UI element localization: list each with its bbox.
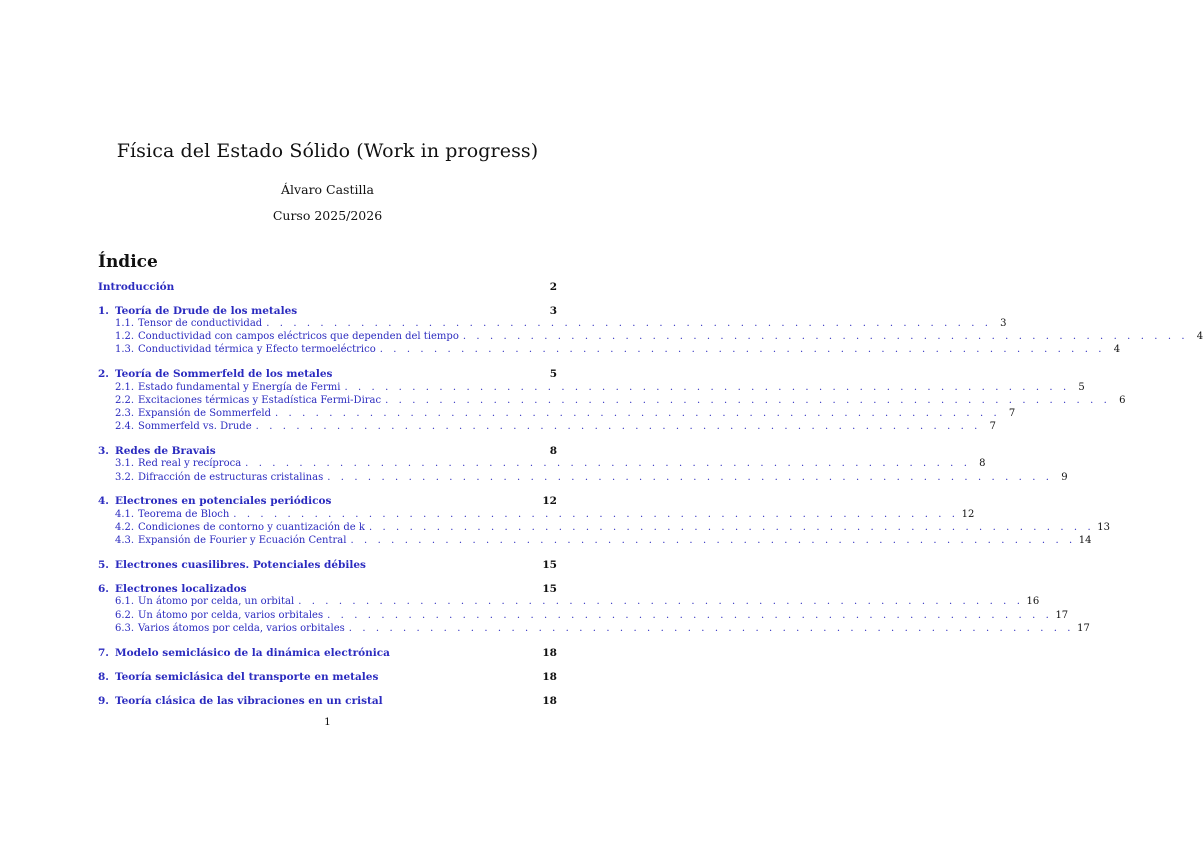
toc-subsection-link[interactable] <box>98 458 986 470</box>
toc-entry-label: Sommerfeld vs. Drude <box>138 421 252 433</box>
toc-entry-page: 2 <box>549 281 557 293</box>
toc-dot-leader: . . . . . . . . . . . . . . . . . . . . . . . . . . . . . . . . . . . . . . . . . . . . . . . . . . . . . . <box>385 394 1111 406</box>
toc-entry-page: 7 <box>989 421 996 433</box>
toc-entry-label: Varios átomos por celda, varios orbitales <box>138 622 345 634</box>
toc-section-link[interactable] <box>98 695 557 707</box>
toc-entry-label: Estado fundamental y Energía de Fermi <box>138 381 341 393</box>
toc-entry-label: Electrones cuasilibres. Potenciales débiles <box>115 558 366 571</box>
toc-entry-number: 2.4. <box>115 421 135 433</box>
document-title: Física del Estado Sólido (Work in progress) <box>116 140 539 162</box>
toc-entry-page: 3 <box>1000 318 1007 329</box>
toc-entry-number: 4.1. <box>115 508 135 520</box>
toc-entry-label: Modelo semiclásico de la dinámica electrónica <box>115 646 390 659</box>
toc-entry-page: 12 <box>961 508 975 520</box>
toc-entry-label: Conductividad con campos eléctricos que dependen del tiempo <box>138 331 459 343</box>
toc-section-link[interactable] <box>98 305 557 317</box>
toc-entry-page: 17 <box>1055 609 1069 621</box>
toc-entry-page: 8 <box>979 458 986 470</box>
toc-entry-number: 6.2. <box>115 609 135 621</box>
toc-section-link[interactable] <box>98 445 557 457</box>
toc-entry-label: Tensor de conductividad <box>138 318 263 329</box>
toc-dot-leader: . . . . . . . . . . . . . . . . . . . . . . . . . . . . . . . . . . . . . . . . . . . . . . . . . . . . . . <box>348 622 1075 634</box>
toc-dot-leader: . . . . . . . . . . . . . . . . . . . . . . . . . . . . . . . . . . . . . . . . . . . . . . . . . . . . . . <box>298 596 1024 608</box>
toc-entry-label: Teoría clásica de las vibraciones en un cristal <box>115 694 383 707</box>
toc-subsection-link[interactable] <box>98 535 1092 547</box>
toc-subsection-link[interactable] <box>98 522 1110 533</box>
toc-entry-page: 18 <box>542 694 557 707</box>
toc-entry-number: 1.1. <box>115 318 135 329</box>
toc-entry-number: 2.1. <box>115 381 135 393</box>
toc-entry-number: 6.1. <box>115 596 135 608</box>
toc-dot-leader: . . . . . . . . . . . . . . . . . . . . . . . . . . . . . . . . . . . . . . . . . . . . . . . . . . . . . . <box>274 408 1001 419</box>
toc-entry-page: 6 <box>1119 394 1126 406</box>
toc-entry-page: 5 <box>1078 381 1085 393</box>
toc-entry-number: 1. <box>98 304 109 317</box>
toc-entry-number: 9. <box>98 694 109 707</box>
toc-entry-page: 7 <box>1008 408 1016 419</box>
toc-entry-page: 4 <box>1196 331 1203 343</box>
toc-entry-label: Electrones en potenciales periódicos <box>115 495 332 508</box>
toc-entry-label: Excitaciones térmicas y Estadística Fermi-Dirac <box>138 394 382 406</box>
toc-entry-page: 15 <box>542 558 557 571</box>
toc-entry-label: Expansión de Sommerfeld <box>138 408 271 419</box>
document-course: Curso 2025/2026 <box>272 208 383 223</box>
toc-subsection-link[interactable] <box>98 508 975 520</box>
toc-entry-label: Teoría de Sommerfeld de los metales <box>115 368 333 381</box>
toc-entry-number: 5. <box>98 558 109 571</box>
toc-dot-leader: . . . . . . . . . . . . . . . . . . . . . . . . . . . . . . . . . . . . . . . . . . . . . . . . . . . . . . <box>245 458 971 470</box>
toc-entry-label: Redes de Bravais <box>115 444 216 457</box>
toc-subsection-link[interactable] <box>98 331 1203 343</box>
toc-dot-leader: . . . . . . . . . . . . . . . . . . . . . . . . . . . . . . . . . . . . . . . . . . . . . . . . . . . . . . <box>327 471 1053 483</box>
toc-entry-number: 3.1. <box>115 458 135 470</box>
toc-entry-number: 7. <box>98 646 109 659</box>
toc-entry-label: Teorema de Bloch <box>138 508 230 520</box>
toc-entry-number: 2. <box>98 368 109 381</box>
toc-entry-page: 15 <box>542 582 557 595</box>
toc-dot-leader: . . . . . . . . . . . . . . . . . . . . . . . . . . . . . . . . . . . . . . . . . . . . . . . . . . . . . . <box>266 318 992 329</box>
toc-entry-page: 13 <box>1097 522 1110 533</box>
toc-subsection-link[interactable] <box>98 596 1040 608</box>
toc-heading: Índice <box>98 252 158 272</box>
toc-entry-number: 8. <box>98 670 109 683</box>
toc-dot-leader: . . . . . . . . . . . . . . . . . . . . . . . . . . . . . . . . . . . . . . . . . . . . . . . . . . . . . . <box>368 522 1095 533</box>
toc-entry-label: Teoría de Drude de los metales <box>115 304 298 317</box>
toc-subsection-link[interactable] <box>98 408 1016 419</box>
toc-entry-label: Red real y recíproca <box>138 458 242 470</box>
toc-subsection-link[interactable] <box>98 318 1007 329</box>
toc-entry-label: Electrones localizados <box>115 582 247 595</box>
toc-entry-number: 6.3. <box>115 622 135 634</box>
toc-section-link[interactable] <box>98 281 557 293</box>
toc-dot-leader: . . . . . . . . . . . . . . . . . . . . . . . . . . . . . . . . . . . . . . . . . . . . . . . . . . . . . . <box>255 421 981 433</box>
toc-section-link[interactable] <box>98 495 557 507</box>
toc-entry-number: 2.2. <box>115 394 135 406</box>
toc-subsection-link[interactable] <box>98 421 996 433</box>
toc-entry-page: 18 <box>542 646 557 659</box>
toc-entry-number: 4. <box>98 495 109 508</box>
toc-entry-page: 8 <box>549 444 557 457</box>
toc-entry-number: 1.3. <box>115 344 135 356</box>
toc-entry-page: 5 <box>549 368 557 381</box>
toc-entry-page: 9 <box>1061 471 1068 483</box>
toc-section-link[interactable] <box>98 647 557 659</box>
page-number: 1 <box>324 716 331 728</box>
toc-subsection-link[interactable] <box>98 609 1069 621</box>
toc-section-link[interactable] <box>98 559 557 571</box>
toc-section-link[interactable] <box>98 368 557 380</box>
toc-entry-page: 16 <box>1026 596 1040 608</box>
toc-entry-number: 3.2. <box>115 471 135 483</box>
toc-entry-number: 2.3. <box>115 408 135 419</box>
toc-entry-page: 12 <box>542 495 557 508</box>
toc-entry-number: 4.3. <box>115 535 135 547</box>
toc-entry-label: Un átomo por celda, un orbital <box>138 596 295 608</box>
toc-dot-leader: . . . . . . . . . . . . . . . . . . . . . . . . . . . . . . . . . . . . . . . . . . . . . . . . . . . . . . <box>462 331 1189 343</box>
toc-entry-label: Teoría semiclásica del transporte en metales <box>115 670 379 683</box>
toc-entry-label: Introducción <box>98 281 175 293</box>
document-author: Álvaro Castilla <box>281 182 374 197</box>
toc-section-link[interactable] <box>98 671 557 683</box>
toc-entry-page: 17 <box>1077 622 1090 634</box>
toc-entry-number: 3. <box>98 444 109 457</box>
toc-dot-leader: . . . . . . . . . . . . . . . . . . . . . . . . . . . . . . . . . . . . . . . . . . . . . . . . . . . . . . <box>233 508 959 520</box>
toc-entry-page: 3 <box>549 304 557 317</box>
toc-subsection-link[interactable] <box>98 344 1121 356</box>
toc-entry-label: Difracción de estructuras cristalinas <box>138 471 324 483</box>
toc-subsection-link[interactable] <box>98 394 1126 406</box>
toc-dot-leader: . . . . . . . . . . . . . . . . . . . . . . . . . . . . . . . . . . . . . . . . . . . . . . . . . . . . . . <box>379 344 1106 356</box>
toc-entry-number: 6. <box>98 582 109 595</box>
toc-subsection-link[interactable] <box>98 381 1085 393</box>
toc-entry-page: 18 <box>542 670 557 683</box>
toc-entry-label: Expansión de Fourier y Ecuación Central <box>138 535 347 547</box>
toc-dot-leader: . . . . . . . . . . . . . . . . . . . . . . . . . . . . . . . . . . . . . . . . . . . . . . . . . . . . . . <box>344 381 1070 393</box>
toc-entry-label: Un átomo por celda, varios orbitales <box>138 609 324 621</box>
toc-entry-label: Conductividad térmica y Efecto termoeléctrico <box>138 344 376 356</box>
toc-entry-page: 4 <box>1113 344 1121 356</box>
toc-entry-number: 1.2. <box>115 331 135 343</box>
toc-dot-leader: . . . . . . . . . . . . . . . . . . . . . . . . . . . . . . . . . . . . . . . . . . . . . . . . . . . . . . <box>350 535 1076 547</box>
toc-subsection-link[interactable] <box>98 471 1068 483</box>
toc-dot-leader: . . . . . . . . . . . . . . . . . . . . . . . . . . . . . . . . . . . . . . . . . . . . . . . . . . . . . . <box>327 609 1053 621</box>
toc-subsection-link[interactable] <box>98 622 1090 634</box>
toc-section-link[interactable] <box>98 583 557 595</box>
toc-entry-label: Condiciones de contorno y cuantización de k <box>138 522 365 533</box>
toc-entry-page: 14 <box>1078 535 1092 547</box>
toc-entry-number: 4.2. <box>115 522 135 533</box>
